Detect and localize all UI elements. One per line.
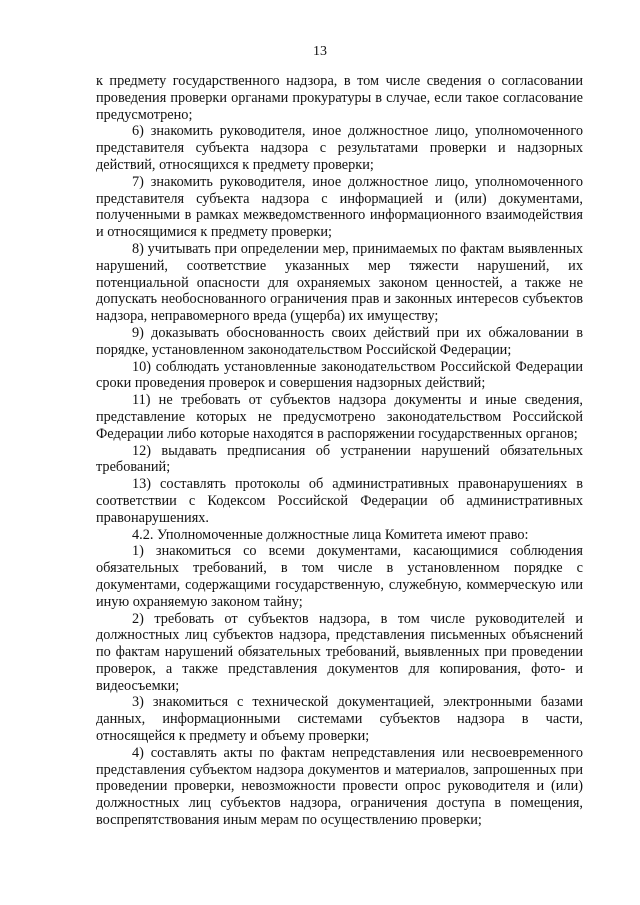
paragraph-right-4: 4) составлять акты по фактам непредставления или несвоевременного представления субъектом надзора документов и материалов, запрошенных при проведении проверки, невозможности провести опрос руководителя и (или) должностных лиц субъектов надзора, ограничения доступа в помещения, воспрепятствования иным мерам по осуществлению проверки;	[96, 744, 583, 829]
paragraph-item-13: 13) составлять протоколы об административных правонарушениях в соответствии с Кодексом Российской Федерации об административных правонарушениях.	[96, 476, 583, 526]
paragraph-item-12: 12) выдавать предписания об устранении нарушений обязательных требований;	[96, 442, 583, 476]
paragraph-item-10: 10) соблюдать установленные законодательством Российской Федерации сроки проведения проверок и совершения надзорных действий;	[96, 358, 583, 392]
paragraph-continuation: к предмету государственного надзора, в том числе сведения о согласовании проведения проверки органами прокуратуры в случае, если такое согласование предусмотрено;	[96, 73, 583, 123]
paragraph-right-3: 3) знакомиться с технической документацией, электронными базами данных, информационными системами субъектов надзора в части, относящейся к предмету и объему проверки;	[96, 694, 583, 745]
paragraph-right-1: 1) знакомиться со всеми документами, касающимися соблюдения обязательных требований, в том числе в установленном порядке с документами, содержащими государственную, служебную, коммерческую или иную охраняемую законом тайну;	[96, 543, 583, 610]
paragraph-item-9: 9) доказывать обоснованность своих действий при их обжаловании в порядке, установленном законодательством Российской Федерации;	[96, 324, 583, 358]
paragraph-item-7: 7) знакомить руководителя, иное должностное лицо, уполномоченного представителя субъекта надзора с информацией и (или) документами, полученными в рамках межведомственного информационного взаимодействия и относящимися к предмету проверки;	[96, 173, 583, 241]
page-number: 13	[313, 44, 327, 59]
paragraph-item-6: 6) знакомить руководителя, иное должностное лицо, уполномоченного представителя субъекта надзора с результатами проверки и надзорных действий, относящихся к предмету проверки;	[96, 123, 583, 173]
section-heading-4-2: 4.2. Уполномоченные должностные лица Комитета имеют право:	[132, 526, 529, 543]
paragraph-right-2: 2) требовать от субъектов надзора, в том числе руководителей и должностных лиц субъектов надзора, представления письменных объяснений по фактам нарушений обязательных требований, выявленных при проведении проверок, а также представления документов для копирования, фото- и видеосъемки;	[96, 610, 583, 694]
paragraph-item-8: 8) учитывать при определении мер, принимаемых по фактам выявленных нарушений, соответствие указанных мер тяжести нарушений, их потенциальной опасности для охраняемых законом ценностей, а также не допускать необоснованного ограничения прав и законных интересов субъектов надзора, неправомерного вреда (ущерба) их имуществу;	[96, 240, 583, 325]
paragraph-item-11: 11) не требовать от субъектов надзора документы и иные сведения, представление которых не предусмотрено законодательством Российской Федерации либо которые находятся в распоряжении государственных органов;	[96, 392, 583, 442]
document-body	[96, 73, 583, 829]
